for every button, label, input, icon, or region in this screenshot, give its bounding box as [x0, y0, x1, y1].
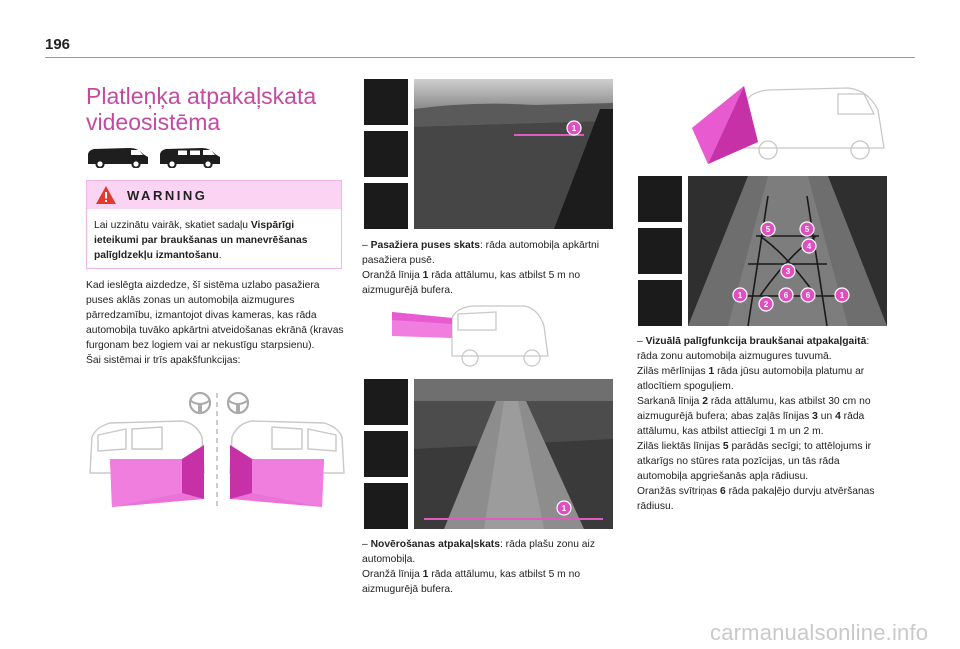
side-view-mode-button[interactable] [364, 431, 408, 477]
svg-text:5: 5 [765, 225, 771, 234]
marker-6a [779, 288, 793, 302]
van-icon [88, 148, 148, 168]
watermark: carmanualsonline.info [710, 620, 929, 645]
header-rule [45, 57, 915, 58]
side-view-mode-button[interactable] [638, 228, 682, 274]
reverse-assist-mode-button[interactable] [364, 483, 408, 529]
rear-view-mode-button[interactable] [364, 79, 408, 125]
section-title: Platleņķa atpakaļskata videosistēma [86, 83, 317, 135]
reverse-assist-mode-button[interactable] [638, 280, 682, 326]
page-number: 196 [45, 36, 71, 53]
rear-observation-view-screen [362, 379, 613, 529]
warning-text: Lai uzzinātu vairāk, skatiet sadaļu Vispārīgi ieteikumi par braukšanas un manevrēšanas palīgldzekļu izmantošanu. [94, 220, 308, 261]
svg-text:1: 1 [839, 291, 845, 300]
svg-text:6: 6 [805, 291, 811, 300]
passenger-side-camera-image [414, 79, 613, 229]
two-vans-illustration [86, 389, 348, 511]
steering-wheel-left-icon [190, 393, 210, 413]
marker-1b [835, 288, 849, 302]
svg-text:3: 3 [785, 267, 791, 276]
steering-wheel-right-icon [228, 393, 248, 413]
camera-zone-right [230, 445, 324, 507]
marker-1a [733, 288, 747, 302]
svg-text:4: 4 [806, 242, 812, 251]
svg-text:1: 1 [561, 504, 567, 513]
rear-observation-camera-image [414, 379, 613, 529]
reverse-assist-mode-button[interactable] [364, 183, 408, 229]
vehicle-type-icons [86, 144, 226, 168]
warning-title: WARNING [127, 187, 208, 203]
reverse-assist-view-screen [636, 176, 887, 326]
marker-5a [761, 222, 775, 236]
warning-box [86, 180, 342, 269]
intro-paragraph: Kad ieslēgta aizdedze, šī sistēma uzlabo pasažiera puses aklās zonas un automobiļa aizmugures pārredzamību, izmantojot divas kameras, kas rāda automobiļa tuvāko apkārtni atveidošanas ekrānā (kravas furgonam bez logiem vai ar nekustīgu starpsienu). [86, 280, 344, 351]
caption-rear-observation: – Novērošanas atpakaļskats: rāda plašu zonu aiz automobiļa. Oranžā līnija 1 rāda attālumu, kas atbilst 5 m no aizmugurējā bufera. [362, 539, 595, 595]
mode-button-strip [636, 176, 684, 326]
intro-subfunctions: Šai sistēmai ir trīs apakšfunkcijas: [86, 355, 241, 366]
svg-text:1: 1 [737, 291, 743, 300]
marker-6b [801, 288, 815, 302]
marker-2 [759, 297, 773, 311]
svg-text:2: 2 [763, 300, 769, 309]
warning-triangle-icon [95, 185, 117, 205]
svg-text:5: 5 [804, 225, 810, 234]
van-windows-icon [160, 148, 220, 168]
intro-text [86, 278, 346, 368]
camera-zone-left [110, 445, 204, 507]
marker-4 [802, 239, 816, 253]
van-side-camera-illustration [392, 300, 552, 372]
van-rear-camera-illustration [688, 80, 888, 170]
passenger-side-view-screen [362, 79, 613, 229]
svg-text:1: 1 [571, 124, 577, 133]
marker-1 [557, 501, 571, 515]
mode-button-strip [362, 379, 410, 529]
reverse-assist-camera-image [688, 176, 887, 326]
rear-view-mode-button[interactable] [638, 176, 682, 222]
rear-view-mode-button[interactable] [364, 379, 408, 425]
mode-button-strip [362, 79, 410, 229]
svg-text:6: 6 [783, 291, 789, 300]
marker-5b [800, 222, 814, 236]
caption-passenger-side: – Pasažiera puses skats: rāda automobiļa apkārtni pasažiera pusē. Oranžā līnija 1 rāda attālumu, kas atbilst 5 m no aizmugurējā bufera. [362, 240, 599, 296]
marker-3 [781, 264, 795, 278]
warning-header [87, 181, 341, 209]
marker-1 [567, 121, 581, 135]
side-view-mode-button[interactable] [364, 131, 408, 177]
caption-reverse-assist: – Vizuālā palīgfunkcija braukšanai atpakaļgaitā: rāda zonu automobiļa aizmugures tuvumā. Zilās mērlīnijas 1 rāda jūsu automobiļa platumu ar atlocītiem spoguļiem. Sarkanā līnija 2 rāda attālumu, kas atbilst 30 cm no aizmugurējā bufera; abas zaļās līnijas 3 un 4 rāda attālumu, kas atbilst attiecīgi 1 m un 2 m. Zilās liektās līnijas 5 parādās secīgi; to attēlojums ir atkarīgs no stūres rata pozīcijas, un tās rāda automobiļa apgriešanās apļa rādiusu. Oranžās svītriņas 6 rāda pakaļējo durvju atvēršanas rādiusu. [637, 336, 875, 512]
